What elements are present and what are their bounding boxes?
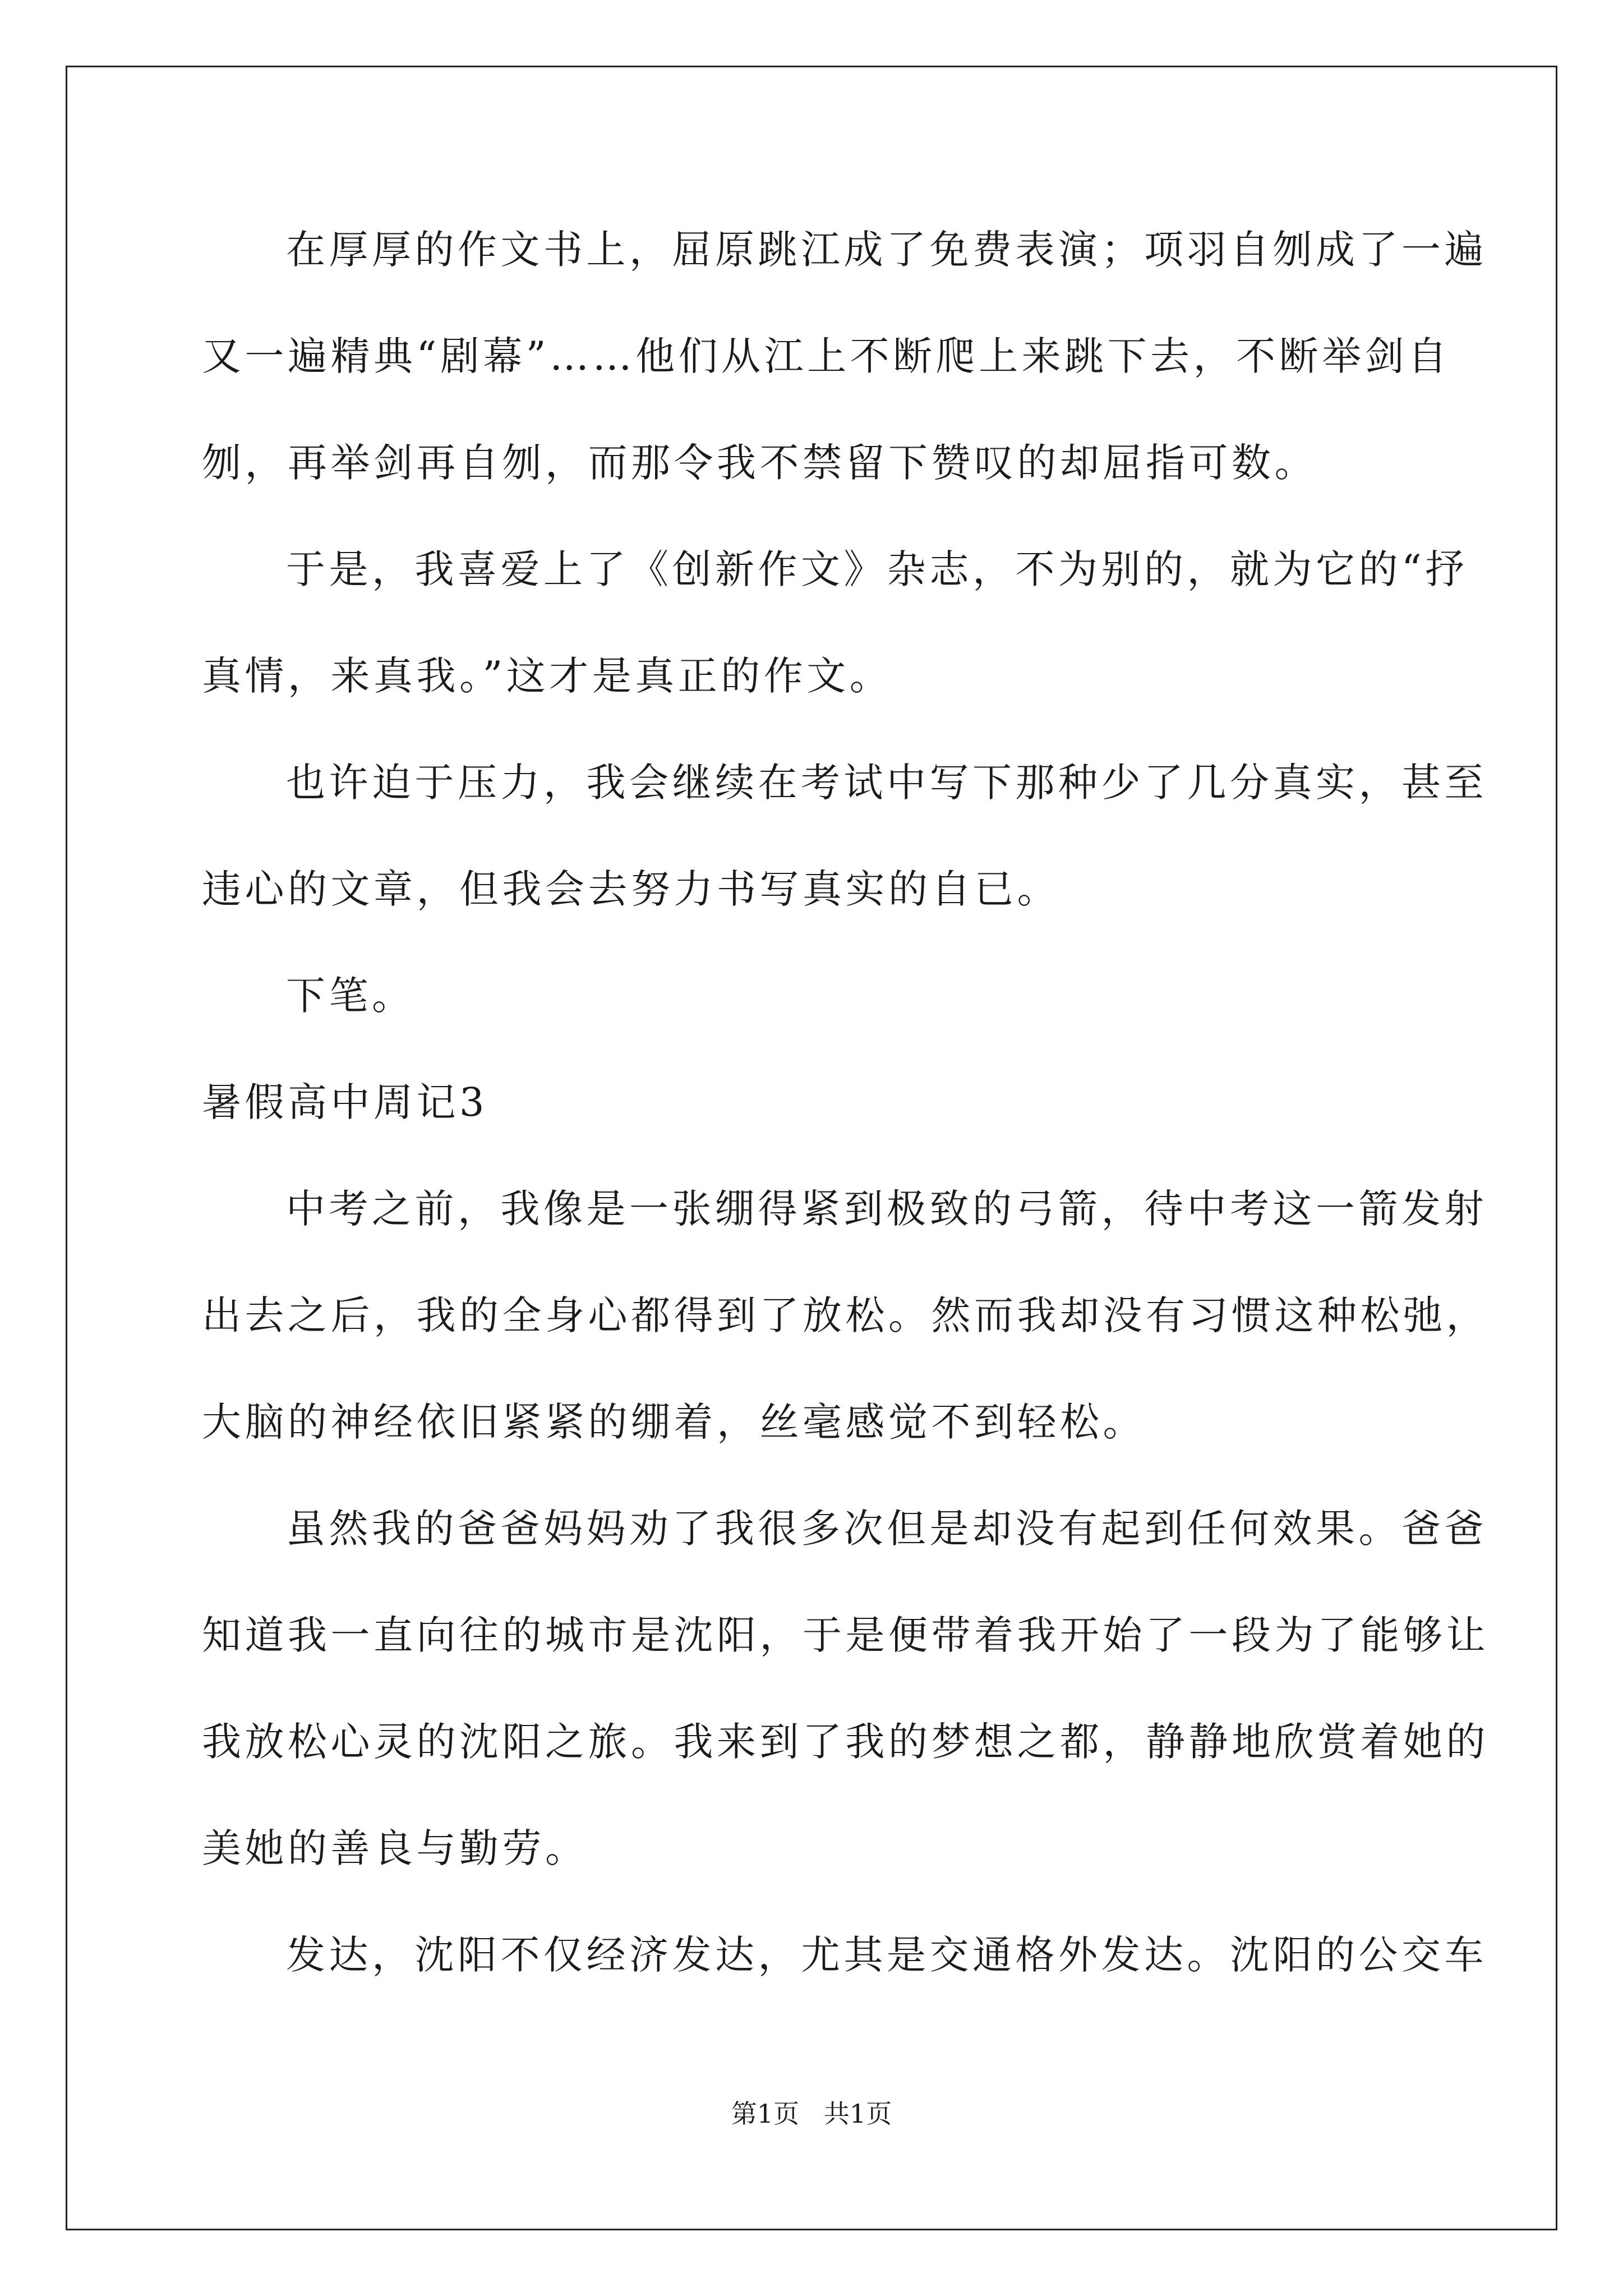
paragraph-line: 大脑的神经依旧紧紧的绷着，丝毫感觉不到轻松。 <box>202 1399 1146 1445</box>
paragraph-line: 于是，我喜爱上了《创新作文》杂志，不为别的，就为它的“抒 <box>286 546 1468 592</box>
paragraph-line: 我放松心灵的沈阳之旅。我来到了我的梦想之都，静静地欣赏着她的 <box>202 1719 1489 1765</box>
paragraph-line: 真情，来真我。”这才是真正的作文。 <box>202 653 893 699</box>
paragraph-line: 虽然我的爸爸妈妈劝了我很多次但是却没有起到任何效果。爸爸 <box>286 1506 1487 1552</box>
paragraph-line: 美她的善良与勤劳。 <box>202 1825 588 1871</box>
paragraph-line: 也许迫于压力，我会继续在考试中写下那种少了几分真实，甚至 <box>286 760 1487 806</box>
section-heading: 暑假高中周记3 <box>202 1079 488 1125</box>
document-body <box>202 219 1489 2031</box>
paragraph-line: 知道我一直向往的城市是沈阳，于是便带着我开始了一段为了能够让 <box>202 1612 1489 1658</box>
paragraph-line: 下笔。 <box>286 973 415 1019</box>
paragraph-line: 出去之后，我的全身心都得到了放松。然而我却没有习惯这种松弛， <box>202 1292 1489 1338</box>
paragraph-line: 刎，再举剑再自刎，而那令我不禁留下赞叹的却屈指可数。 <box>202 440 1317 486</box>
paragraph-line: 在厚厚的作文书上，屈原跳江成了免费表演；项羽自刎成了一遍 <box>286 227 1487 273</box>
paragraph-line: 违心的文章，但我会去努力书写真实的自已。 <box>202 866 1060 912</box>
paragraph-line: 发达，沈阳不仅经济发达，尤其是交通格外发达。沈阳的公交车 <box>286 1932 1487 1978</box>
paragraph-line: 中考之前，我像是一张绷得紧到极致的弓箭，待中考这一箭发射 <box>286 1186 1487 1232</box>
paragraph-line: 又一遍精典“剧幕”……他们从江上不断爬上来跳下去，不断举剑自 <box>202 333 1451 379</box>
page-number-footer: 第1页 共1页 <box>731 2099 892 2129</box>
